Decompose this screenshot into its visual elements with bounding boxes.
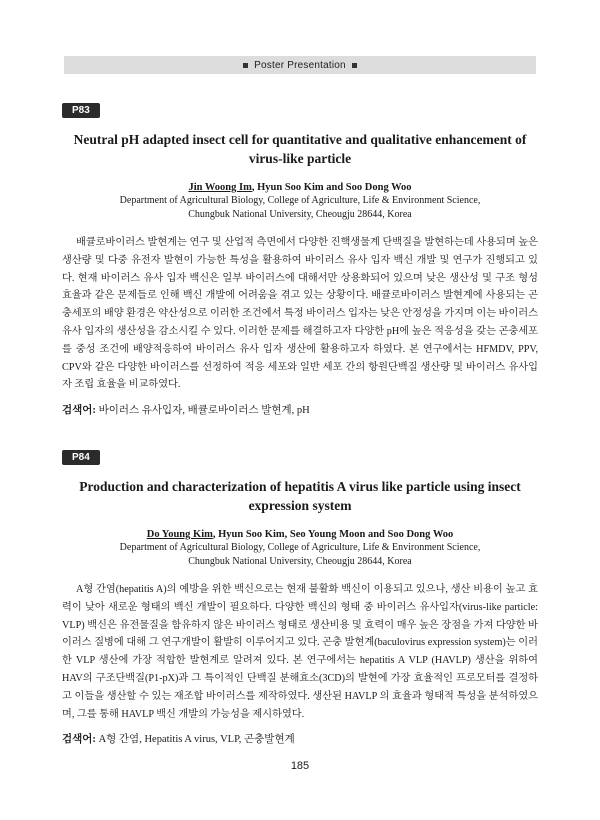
presenting-author: Do Young Kim [146,529,213,540]
abstract-p84 [62,447,538,746]
keywords-line [62,731,538,746]
square-bullet-icon [352,63,357,68]
affiliation-line-2: Chungbuk National University, Cheougju 28644, Korea [188,209,412,220]
square-bullet-icon [243,63,248,68]
section-header-label: Poster Presentation [254,59,346,71]
co-authors: Hyun Soo Kim, Seo Young Moon and Soo Dong Woo [218,529,454,540]
co-authors: Hyun Soo Kim and Soo Dong Woo [257,182,412,193]
page-number: 185 [290,760,310,772]
abstract-p83 [62,100,538,417]
poster-tag: P84 [62,450,100,465]
affiliation-line-1: Department of Agricultural Biology, College of Agriculture, Life & Environment Science, [119,195,481,206]
abstract-body: A형 간염(hepatitis A)의 예방을 위한 백신으로는 현재 불활화 백신이 이용되고 있으나, 생산 비용이 높고 효력이 낮아 새로운 형태의 백신 개발이 필요하다. 다양한 백신의 형태 중 바이러스 유사입자(virus-like particle: VLP) 백신은 유전물질을 함유하지 않은 바이러스 형태로 생산비용 및 효력이 매우 높은 장점을 가져 다양한 바이러스 질병에 대해 그 연구개발이 활발히 이루어지고 있다. 곤충 발현계(baculovirus expression system)는 이러한 VLP 생산에 가장 적합한 발현계로 알려져 있다. 본 연구에서는 hepatitis A VLP (HAVLP) 생산을 위하여 HAV의 구조단백질(P1-pX)과 그 특이적인 단백질 분해효소(3CD)의 발현에 가장 효율적인 프로모터를 결정하고 이들을 생산할 수 있는 재조합 바이러스를 제작하였다. 생산된 HAVLP 의 효율과 형태적 특성을 분석하였으며, 그를 통해 HAVLP 백신 개발의 가능성을 제시하였다. [62,584,538,720]
keywords-label: 검색어: [62,734,96,746]
keywords-line [62,402,538,417]
affiliation-line-1: Department of Agricultural Biology, College of Agriculture, Life & Environment Science, [119,542,481,553]
keywords-value: A형 간염, Hepatitis A virus, VLP, 곤충발현계 [98,734,295,746]
abstract-title: Production and characterization of hepatitis A virus like particle using insect expression system [79,479,521,513]
presenting-author: Jin Woong Im [188,182,252,193]
abstract-title: Neutral pH adapted insect cell for quantitative and qualitative enhancement of virus-like particle [73,132,527,166]
affiliation-line-2: Chungbuk National University, Cheougju 28644, Korea [188,556,412,567]
author-line: Do Young Kim, Hyun Soo Kim, Seo Young Moon and Soo Dong Woo [146,529,454,540]
keywords-value: 바이러스 유사입자, 배큘로바이러스 발현계, pH [98,405,310,417]
abstract-body: 배큘로바이러스 발현계는 연구 및 산업적 측면에서 다양한 진핵생물계 단백질을 발현하는데 사용되며 높은 생산량 및 다중 유전자 발현이 가능한 특성을 활용하여 바이러스 유사 입자 백신 개발 및 연구가 진행되고 있다. 현재 바이러스 유사 입자 백신은 일부 바이러스에 대해서만 상용화되어 있으며 낮은 생산성 및 구조 형성 효율과 같은 문제들로 인해 백신 개발에 어려움을 겪고 있는 상황이다. 배큘로바이러스 발현계에 사용되는 곤충세포의 배양 환경은 약산성으로 이러한 조건에서 특정 바이러스 입자는 낮은 안정성을 가지며 이는 바이러스 유사 입자의 생산성을 감소시킬 수 있다. 이러한 문제를 해결하고자 다양한 pH에 높은 적응성을 갖는 곤충세포를 중성 조건에 배양적응하여 바이러스 유사 입자 생산에 활용하고자 하였다. 본 연구에서는 HFMDV, PPV, CPV와 같은 다양한 바이러스를 선정하여 적응 세포와 일반 세포 간의 항원단백질 생산량 및 바이러스 유사입자 조립 효율을 비교하였다. [62,237,538,391]
section-header [64,56,536,74]
poster-tag: P83 [62,103,100,118]
keywords-label: 검색어: [62,405,96,417]
author-line: Jin Woong Im, Hyun Soo Kim and Soo Dong Woo [188,182,412,193]
